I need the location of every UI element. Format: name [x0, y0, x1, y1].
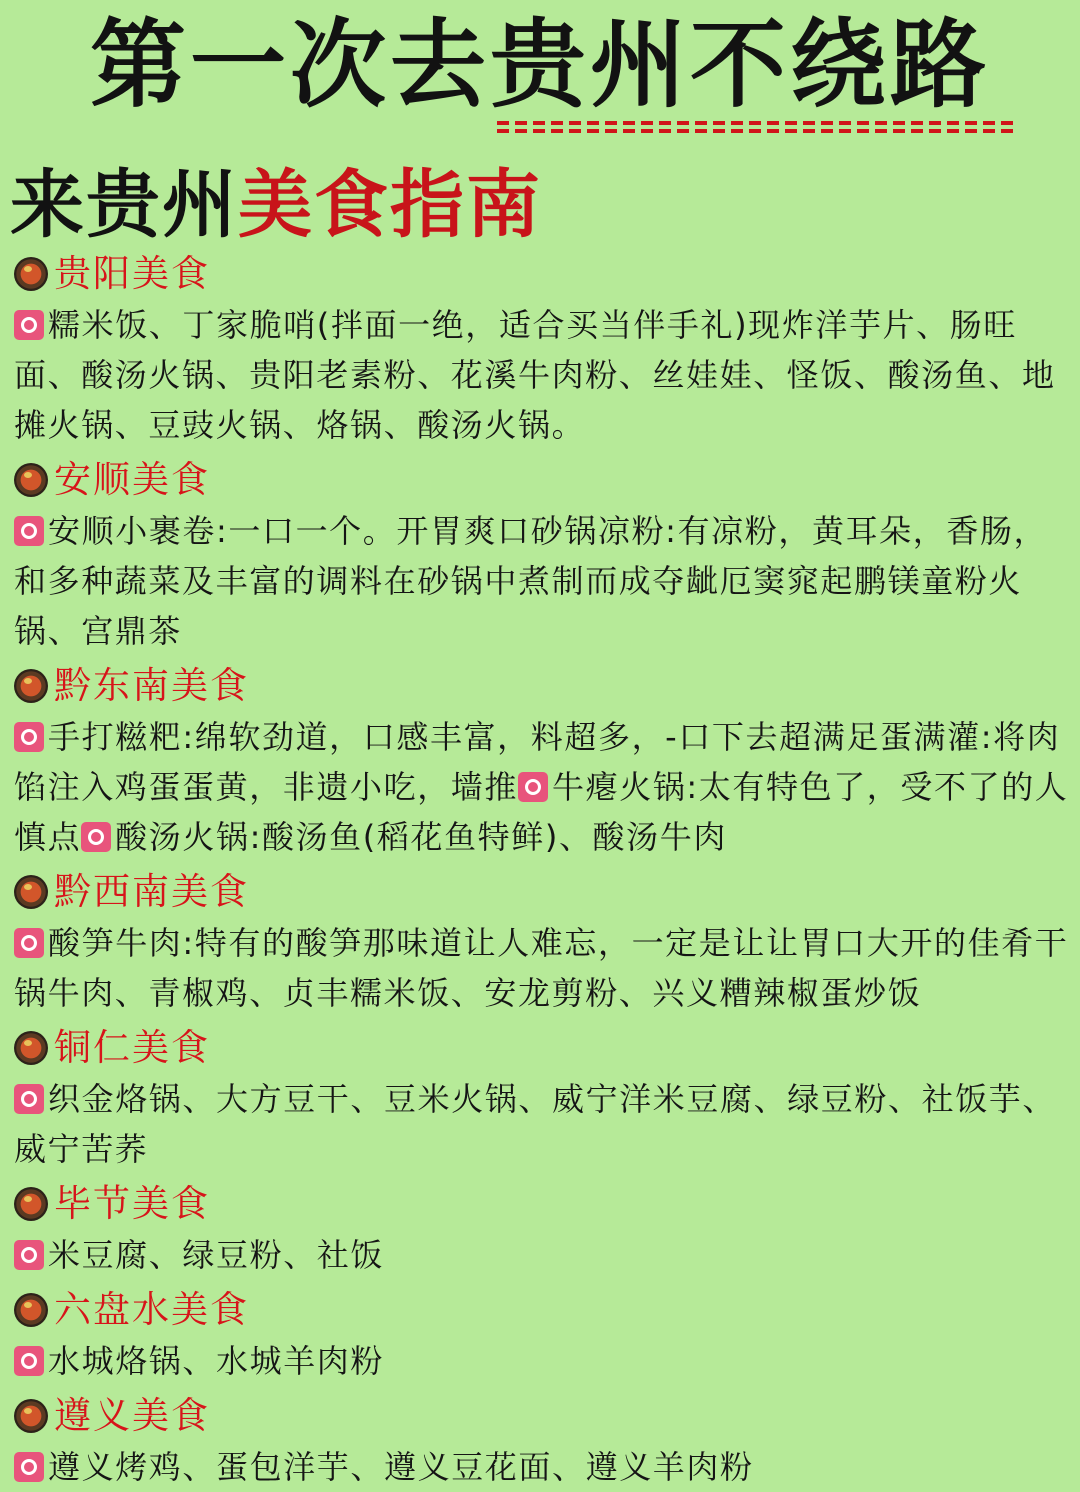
pink-ring-icon: [14, 1084, 44, 1114]
section-title: 铜仁美食: [54, 1026, 210, 1069]
hotpot-icon: [14, 669, 48, 703]
food-sections: [14, 244, 1070, 1492]
section-body: [14, 1074, 1070, 1174]
subtitle: [10, 160, 542, 250]
section-heading: [14, 248, 1070, 300]
hotpot-icon: [14, 463, 48, 497]
pink-ring-icon: [14, 928, 44, 958]
food-list-text: 安顺小裹卷:一口一个。开胃爽口砂锅凉粉:有凉粉，黄耳朵，香肠，和多种蔬菜及丰富的调料在砂锅中煮制而成夺龇厄窦窕起鹏镁童粉火锅、宫鼎茶: [14, 512, 1048, 650]
section-body: [14, 1336, 1070, 1386]
pink-ring-icon: [14, 310, 44, 340]
section-body: [14, 506, 1070, 656]
section-title: 六盘水美食: [54, 1288, 249, 1331]
section-body: [14, 300, 1070, 450]
section-heading: [14, 1284, 1070, 1336]
food-list-text: 牛瘪火锅:太有特色了，受不了的人慎点: [14, 768, 1069, 856]
food-list-text: 糯米饭、丁家脆哨(拌面一绝，适合买当伴手礼)现炸洋芋片、肠旺面、酸汤火锅、贵阳老素粉、花溪牛肉粉、丝娃娃、怪饭、酸汤鱼、地摊火锅、豆豉火锅、烙锅、酸汤火锅。: [14, 306, 1056, 444]
hotpot-icon: [14, 1031, 48, 1065]
section-heading: [14, 1390, 1070, 1442]
section-heading: [14, 1178, 1070, 1230]
section-title: 黔东南美食: [54, 664, 249, 707]
section-body: [14, 1230, 1070, 1280]
pink-ring-icon: [14, 1452, 44, 1482]
pink-ring-icon: [518, 772, 548, 802]
pink-ring-icon: [14, 516, 44, 546]
section-heading: [14, 866, 1070, 918]
hotpot-icon: [14, 1399, 48, 1433]
subtitle-red: 美食指南: [238, 162, 542, 248]
pink-ring-icon: [81, 822, 111, 852]
hotpot-icon: [14, 875, 48, 909]
food-list-text: 酸汤火锅:酸汤鱼(稻花鱼特鲜)、酸汤牛肉: [115, 818, 727, 856]
section-body: [14, 712, 1070, 862]
food-list-text: 手打糍粑:绵软劲道，口感丰富，料超多，-口下去超满足蛋满灌:将肉馅注入鸡蛋蛋黄，非遗小吃，墙推: [14, 718, 1061, 806]
section-title: 毕节美食: [54, 1182, 210, 1225]
pink-ring-icon: [14, 722, 44, 752]
title-underline: [497, 121, 1017, 137]
page-title: 第一次去贵州不绕路: [90, 9, 990, 121]
hotpot-icon: [14, 1187, 48, 1221]
food-list-text: 水城烙锅、水城羊肉粉: [48, 1342, 385, 1380]
section-heading: [14, 1022, 1070, 1074]
food-list-text: 酸笋牛肉:特有的酸笋那味道让人难忘，一定是让让胃口大开的佳肴干锅牛肉、青椒鸡、贞丰糯米饭、安龙剪粉、兴义糟辣椒蛋炒饭: [14, 924, 1069, 1012]
food-list-text: 遵义烤鸡、蛋包洋芋、遵义豆花面、遵义羊肉粉: [48, 1448, 754, 1486]
section-body: [14, 918, 1070, 1018]
pink-ring-icon: [14, 1346, 44, 1376]
section-title: 贵阳美食: [54, 252, 210, 295]
section-title: 安顺美食: [54, 458, 210, 501]
food-list-text: 米豆腐、绿豆粉、社饭: [48, 1236, 385, 1274]
section-title: 黔西南美食: [54, 870, 249, 913]
hotpot-icon: [14, 257, 48, 291]
section-heading: [14, 454, 1070, 506]
section-title: 遵义美食: [54, 1394, 210, 1437]
food-list-text: 织金烙锅、大方豆干、豆米火锅、威宁洋米豆腐、绿豆粉、社饭芋、威宁苦荞: [14, 1080, 1057, 1168]
pink-ring-icon: [14, 1240, 44, 1270]
section-body: [14, 1442, 1070, 1492]
hotpot-icon: [14, 1293, 48, 1327]
subtitle-dark: 来贵州: [10, 162, 238, 248]
section-heading: [14, 660, 1070, 712]
